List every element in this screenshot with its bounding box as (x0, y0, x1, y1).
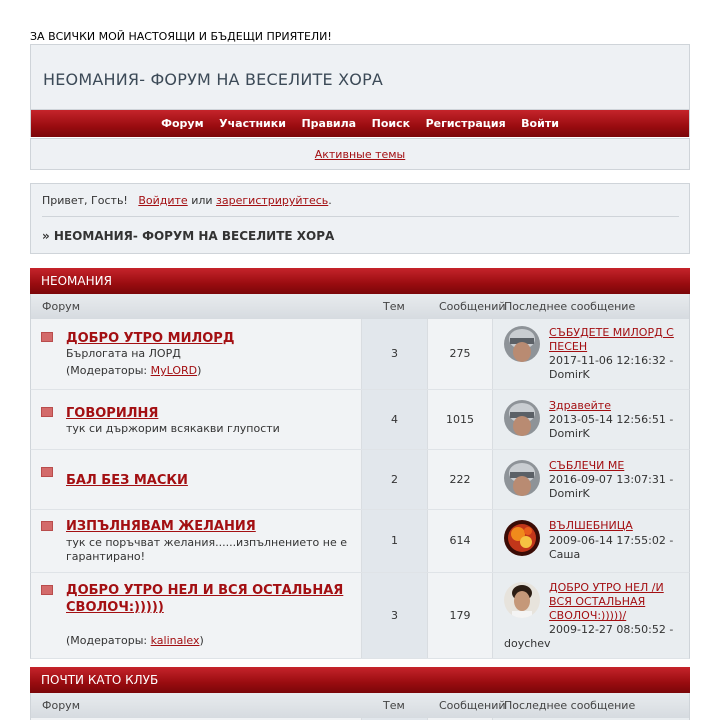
forum-description: Бърлогата на ЛОРД (66, 347, 181, 360)
last-post-author: DomirK (549, 427, 590, 440)
col-forum: Форум (42, 300, 80, 313)
nav-search[interactable]: Поиск (371, 117, 411, 130)
last-post-link[interactable]: СЪБУДЕТЕ МИЛОРД С ПЕСЕН (549, 326, 674, 353)
col-topics: Тем (383, 699, 405, 712)
column-header-row (30, 294, 690, 319)
last-post-link[interactable]: СЪБЛЕЧИ МЕ (549, 459, 625, 472)
moderators-close: ) (197, 364, 202, 377)
avatar-helmet-icon[interactable] (504, 460, 540, 496)
forum-title[interactable]: БАЛ БЕЗ МАСКИ (66, 473, 188, 488)
forum-title[interactable]: ДОБРО УТРО МИЛОРД (66, 331, 235, 346)
nav-register[interactable]: Регистрация (425, 117, 506, 130)
forum-title[interactable]: ГОВОРИЛНЯ (66, 406, 159, 421)
greeting-text: Привет, Гость! (42, 194, 128, 207)
avatar-man-icon[interactable] (504, 582, 540, 618)
or-text: или (191, 194, 213, 207)
forum-moderators (66, 364, 201, 377)
forum-status-icon (41, 332, 53, 342)
forum-title[interactable]: ДОБРО УТРО НЕЛ И ВСЯ ОСТАЛЬНАЯ СВОЛОЧ:))))) (66, 583, 344, 615)
last-post-link[interactable]: ДОБРО УТРО НЕЛ /И ВСЯ ОСТАЛЬНАЯ СВОЛОЧ:)))))/ (549, 581, 664, 622)
posts-count: 179 (449, 609, 471, 622)
site-header (30, 44, 690, 110)
last-post-link[interactable]: Здравейте (549, 399, 611, 412)
welcome-panel (30, 183, 690, 254)
last-post-author: DomirK (549, 487, 590, 500)
col-last-post: Последнее сообщение (504, 300, 636, 313)
last-post-date: 2016-09-07 13:07:31 - (549, 473, 674, 486)
posts-count: 222 (449, 473, 471, 486)
main-navbar (30, 110, 690, 137)
col-last-post: Последнее сообщение (504, 699, 636, 712)
col-topics: Тем (383, 300, 405, 313)
col-posts: Сообщений (439, 300, 506, 313)
divider (42, 216, 679, 217)
forum-description: тук си държорим всякакви глупости (66, 422, 280, 435)
topics-count: 3 (391, 609, 398, 622)
posts-count: 1015 (446, 413, 474, 426)
active-topics-link[interactable]: Активные темы (314, 148, 406, 161)
moderators-close: ) (199, 634, 204, 647)
forum-title[interactable]: ИЗПЪЛНЯВАМ ЖЕЛАНИЯ (66, 519, 256, 534)
posts-count: 275 (449, 347, 471, 360)
forum-description: тук се поръчват желания......изпълнението не е гарантирано! (66, 536, 347, 563)
breadcrumb[interactable]: » НЕОМАНИЯ- ФОРУМ НА ВЕСЕЛИТЕ ХОРА (42, 229, 335, 243)
forum-status-icon (41, 467, 53, 477)
last-post-date: 2009-12-27 08:50:52 - (549, 623, 674, 636)
site-tagline: ЗА ВСИЧКИ МОЙ НАСТОЯЩИ И БЪДЕЩИ ПРИЯТЕЛИ! (30, 30, 332, 43)
moderator-link[interactable]: MyLORD (150, 364, 198, 377)
welcome-text (42, 194, 332, 207)
last-post-date: 2017-11-06 12:16:32 - (549, 354, 674, 367)
topics-count: 2 (391, 473, 398, 486)
posts-count: 614 (449, 534, 471, 547)
moderator-link[interactable]: kalinalex (150, 634, 200, 647)
forum-moderators (66, 634, 204, 647)
col-posts: Сообщений (439, 699, 506, 712)
forum-status-icon (41, 585, 53, 595)
forum-row (30, 450, 690, 510)
topics-count: 1 (391, 534, 398, 547)
last-post-date: 2013-05-14 12:56:51 - (549, 413, 674, 426)
forum-row (30, 319, 690, 390)
last-post-author: Саша (549, 548, 581, 561)
subnav-bar (30, 138, 690, 170)
column-header-row (30, 693, 690, 718)
last-post-author: doychev (504, 637, 551, 650)
register-link[interactable]: зарегистрируйтесь (216, 194, 329, 207)
forum-row (30, 510, 690, 573)
period-text: . (328, 194, 332, 207)
avatar-helmet-icon[interactable] (504, 326, 540, 362)
topics-count: 3 (391, 347, 398, 360)
login-link[interactable]: Войдите (138, 194, 188, 207)
col-forum: Форум (42, 699, 80, 712)
nav-login[interactable]: Войти (521, 117, 559, 130)
forum-row (30, 573, 690, 659)
nav-forum[interactable]: Форум (161, 117, 204, 130)
category-header[interactable]: НЕОМАНИЯ (30, 268, 690, 294)
category-header[interactable]: ПОЧТИ КАТО КЛУБ (30, 667, 690, 693)
avatar-fire-icon[interactable] (504, 520, 540, 556)
topics-count: 4 (391, 413, 398, 426)
last-post-author: DomirK (549, 368, 590, 381)
last-post-date: 2009-06-14 17:55:02 - (549, 534, 674, 547)
last-post-link[interactable]: ВЪЛШЕБНИЦА (549, 519, 633, 532)
moderators-label: (Модераторы: (66, 364, 151, 377)
forum-row (30, 390, 690, 450)
avatar-helmet-icon[interactable] (504, 400, 540, 436)
site-title[interactable]: НЕОМАНИЯ- ФОРУМ НА ВЕСЕЛИТЕ ХОРА (43, 70, 384, 89)
forum-status-icon (41, 407, 53, 417)
nav-members[interactable]: Участники (219, 117, 286, 130)
moderators-label: (Модераторы: (66, 634, 151, 647)
nav-rules[interactable]: Правила (301, 117, 357, 130)
forum-status-icon (41, 521, 53, 531)
